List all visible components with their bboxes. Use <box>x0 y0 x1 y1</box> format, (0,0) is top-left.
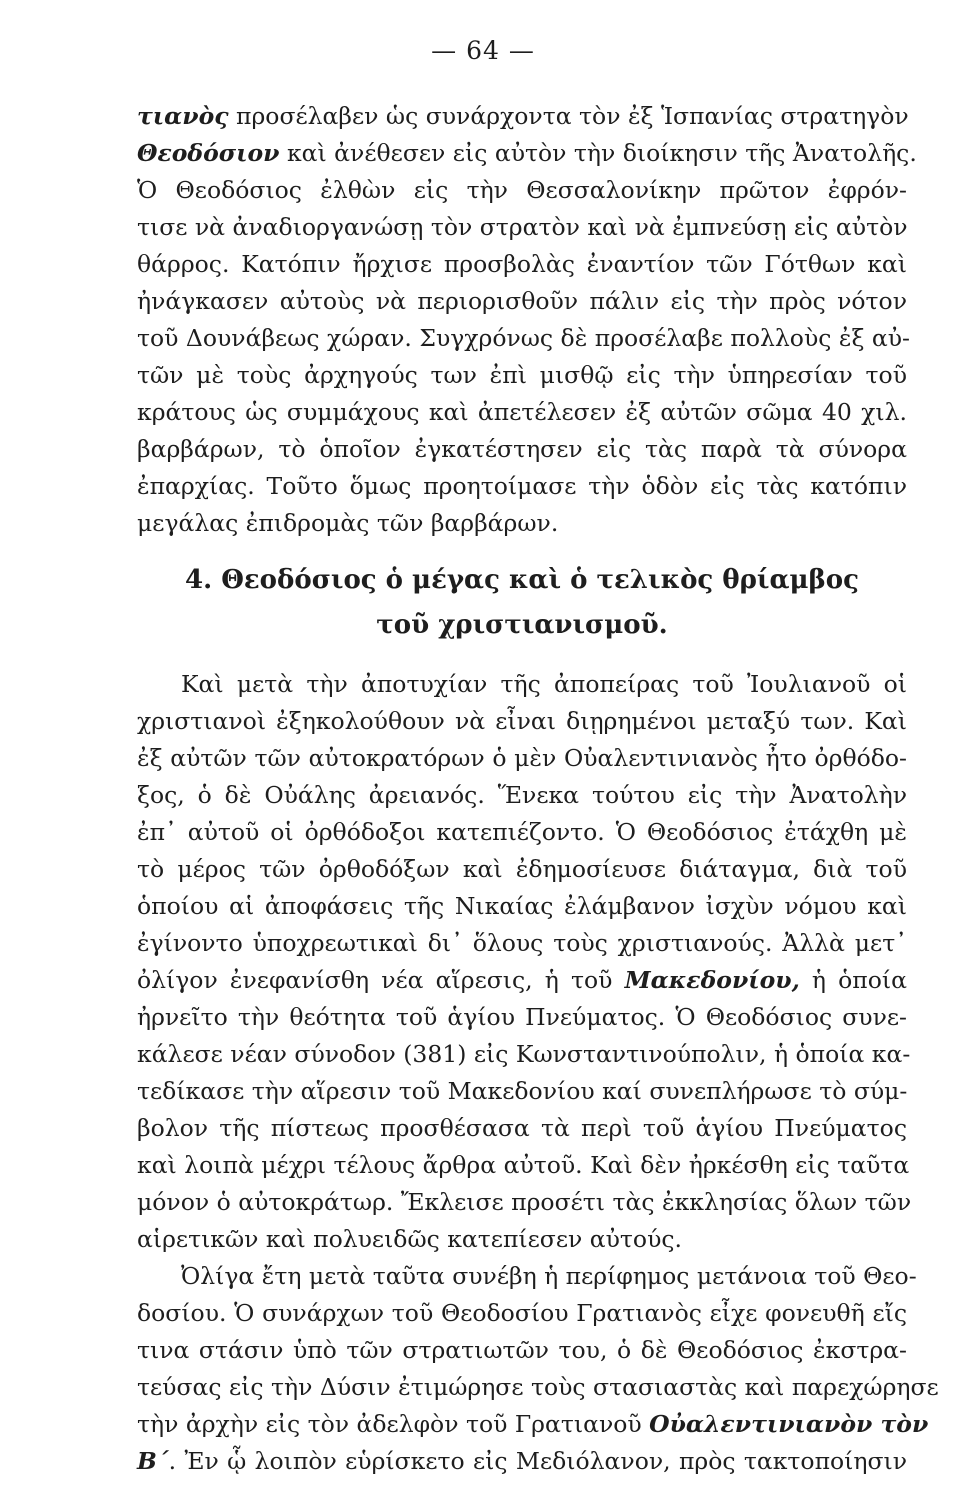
line-text: τὴν ἀρχὴν εἰς τὸν ἀδελφὸν τοῦ Γρατιανοῦ <box>137 1410 650 1438</box>
text-line: τεύσας εἰς τὴν Δύσιν ἐτιμώρησε τοὺς στασιαστὰς καὶ παρεχώρησε <box>137 1373 939 1401</box>
text-line: τῶν μὲ τοὺς ἀρχηγούς των ἐπὶ μισθῷ εἰς τὴν ὑπηρεσίαν τοῦ <box>137 361 907 389</box>
text-line: αἱρετικῶν καὶ πολυειδῶς κατεπίεσεν αὐτούς. <box>137 1225 682 1253</box>
text-line: δοσίου. Ὁ συνάρχων τοῦ Θεοδοσίου Γρατιανὸς εἶχε φονευθῆ εἴς <box>137 1299 907 1327</box>
text-line: μόνον ὁ αὐτοκράτωρ. Ἔκλεισε προσέτι τὰς ἐκκλησίας ὅλων τῶν <box>137 1188 912 1216</box>
text-line: τισε νὰ ἀναδιοργανώσῃ τὸν στρατὸν καὶ νὰ ἐμπνεύσῃ εἰς αὐτὸν <box>137 213 908 241</box>
section-heading <box>137 558 907 648</box>
page-number: — 64 — <box>431 36 535 65</box>
text-line: Ὀλίγα ἔτη μετὰ ταῦτα συνέβη ἡ περίφημος μετάνοια τοῦ Θεο- <box>181 1262 917 1290</box>
line-text: προσέλαβεν ὡς συνάρχοντα τὸν ἐξ Ἱσπανίας στρατηγὸν <box>228 102 909 130</box>
text-line: τὸ μέρος τῶν ὀρθοδόξων καὶ ἐδημοσίευσε διάταγμα, διὰ τοῦ <box>137 855 907 883</box>
text-line: κάλεσε νέαν σύνοδον (381) εἰς Κωνσταντινούπολιν, ἡ ὁποία κα- <box>137 1040 911 1068</box>
text-line: Ὁ Θεοδόσιος ἐλθὼν εἰς τὴν Θεσσαλονίκην πρῶτον ἐφρόν- <box>137 176 907 204</box>
emphasis: τιανὸς <box>137 102 229 130</box>
line-text: καὶ ἀνέθεσεν εἰς αὐτὸν τὴν διοίκησιν τῆς Ἀνατολῆς. <box>279 139 917 167</box>
text-line: ἐπ᾽ αὐτοῦ οἱ ὀρθόδοξοι κατεπιέζοντο. Ὁ Θεοδόσιος ἐτάχθη μὲ <box>137 818 907 846</box>
text-line: καὶ λοιπὰ μέχρι τέλους ἄρθρα αὐτοῦ. Καὶ δὲν ἠρκέσθη εἰς ταῦτα <box>137 1151 910 1179</box>
text-line: ἐγίνοντο ὑποχρεωτικαὶ δι᾽ ὅλους τοὺς χριστιανούς. Ἀλλὰ μετ᾽ <box>137 929 907 957</box>
text-line: ἐξ αὐτῶν τῶν αὐτοκρατόρων ὁ μὲν Οὐαλεντινιανὸς ἦτο ὀρθόδο- <box>137 744 907 772</box>
text-line: ἐπαρχίας. Τοῦτο ὅμως προητοίμασε τὴν ὁδὸν εἰς τὰς κατόπιν <box>137 472 907 500</box>
text-line: θάρρος. Κατόπιν ἤρχισε προσβολὰς ἐναντίον τῶν Γότθων καὶ <box>137 250 907 278</box>
emphasis: Οὐαλεντινιανὸν τὸν <box>649 1410 929 1438</box>
text-line: ὁποίου αἱ ἀποφάσεις τῆς Νικαίας ἐλάμβανον ἰσχὺν νόμου καὶ <box>137 892 907 920</box>
text-line <box>137 1443 907 1480</box>
heading-line-2: τοῦ χριστιανισμοῦ. <box>376 610 668 640</box>
line-text: ὀλίγον ἐνεφανίσθη νέα αἵρεσις, ἡ τοῦ <box>137 966 625 994</box>
text-line: χριστιανοὶ ἐξηκολούθουν νὰ εἶναι διῃρημένοι μεταξύ των. Καὶ <box>137 707 907 735</box>
text-line <box>137 135 917 172</box>
text-line <box>137 98 907 135</box>
text-line: ξος, ὁ δὲ Οὐάλης ἀρειανός. Ἕνεκα τούτου εἰς τὴν Ἀνατολὴν <box>137 781 907 809</box>
text-line: τοῦ Δουνάβεως χώραν. Συγχρόνως δὲ προσέλαβε πολλοὺς ἐξ αὐ- <box>137 324 910 352</box>
line-text: ἡ ὁποία <box>799 966 907 994</box>
text-line <box>137 1406 929 1443</box>
text-line: κράτους ὡς συμμάχους καὶ ἀπετέλεσεν ἐξ αὐτῶν σῶμα 40 χιλ. <box>137 398 907 426</box>
emphasis: Θεοδόσιον <box>137 139 280 167</box>
heading-line-1: 4. Θεοδόσιος ὁ μέγας καὶ ὁ τελικὸς θρίαμβος <box>185 565 859 595</box>
paragraph-2-and-3 <box>137 666 939 1480</box>
text-line: μεγάλας ἐπιδρομὰς τῶν βαρβάρων. <box>137 509 559 537</box>
text-line: τεδίκασε τὴν αἵρεσιν τοῦ Μακεδονίου καί συνεπλήρωσε τὸ σύμ- <box>137 1077 908 1105</box>
text-line: βολον τῆς πίστεως προσθέσασα τὰ περὶ τοῦ ἁγίου Πνεύματος <box>137 1114 907 1142</box>
emphasis: Μακεδονίου, <box>624 966 800 994</box>
paragraph-1 <box>137 98 917 542</box>
text-line: βαρβάρων, τὸ ὁποῖον ἐγκατέστησεν εἰς τὰς παρὰ τὰ σύνορα <box>137 435 907 463</box>
emphasis: Β΄ <box>137 1447 169 1475</box>
text-line: ἠρνεῖτο τὴν θεότητα τοῦ ἁγίου Πνεύματος. Ὁ Θεοδόσιος συνε- <box>137 1003 907 1031</box>
text-line: Καὶ μετὰ τὴν ἀποτυχίαν τῆς ἀποπείρας τοῦ Ἰουλιανοῦ οἱ <box>181 670 907 698</box>
text-line <box>137 962 907 999</box>
text-line: τινα στάσιν ὑπὸ τῶν στρατιωτῶν του, ὁ δὲ Θεοδόσιος ἐκστρα- <box>137 1336 907 1364</box>
line-text: . Ἐν ᾧ λοιπὸν εὑρίσκετο εἰς Μεδιόλανον, πρὸς τακτοποίησιν <box>168 1447 907 1475</box>
text-line: ἠνάγκασεν αὐτοὺς νὰ περιορισθοῦν πάλιν εἰς τὴν πρὸς νότον <box>137 287 907 315</box>
